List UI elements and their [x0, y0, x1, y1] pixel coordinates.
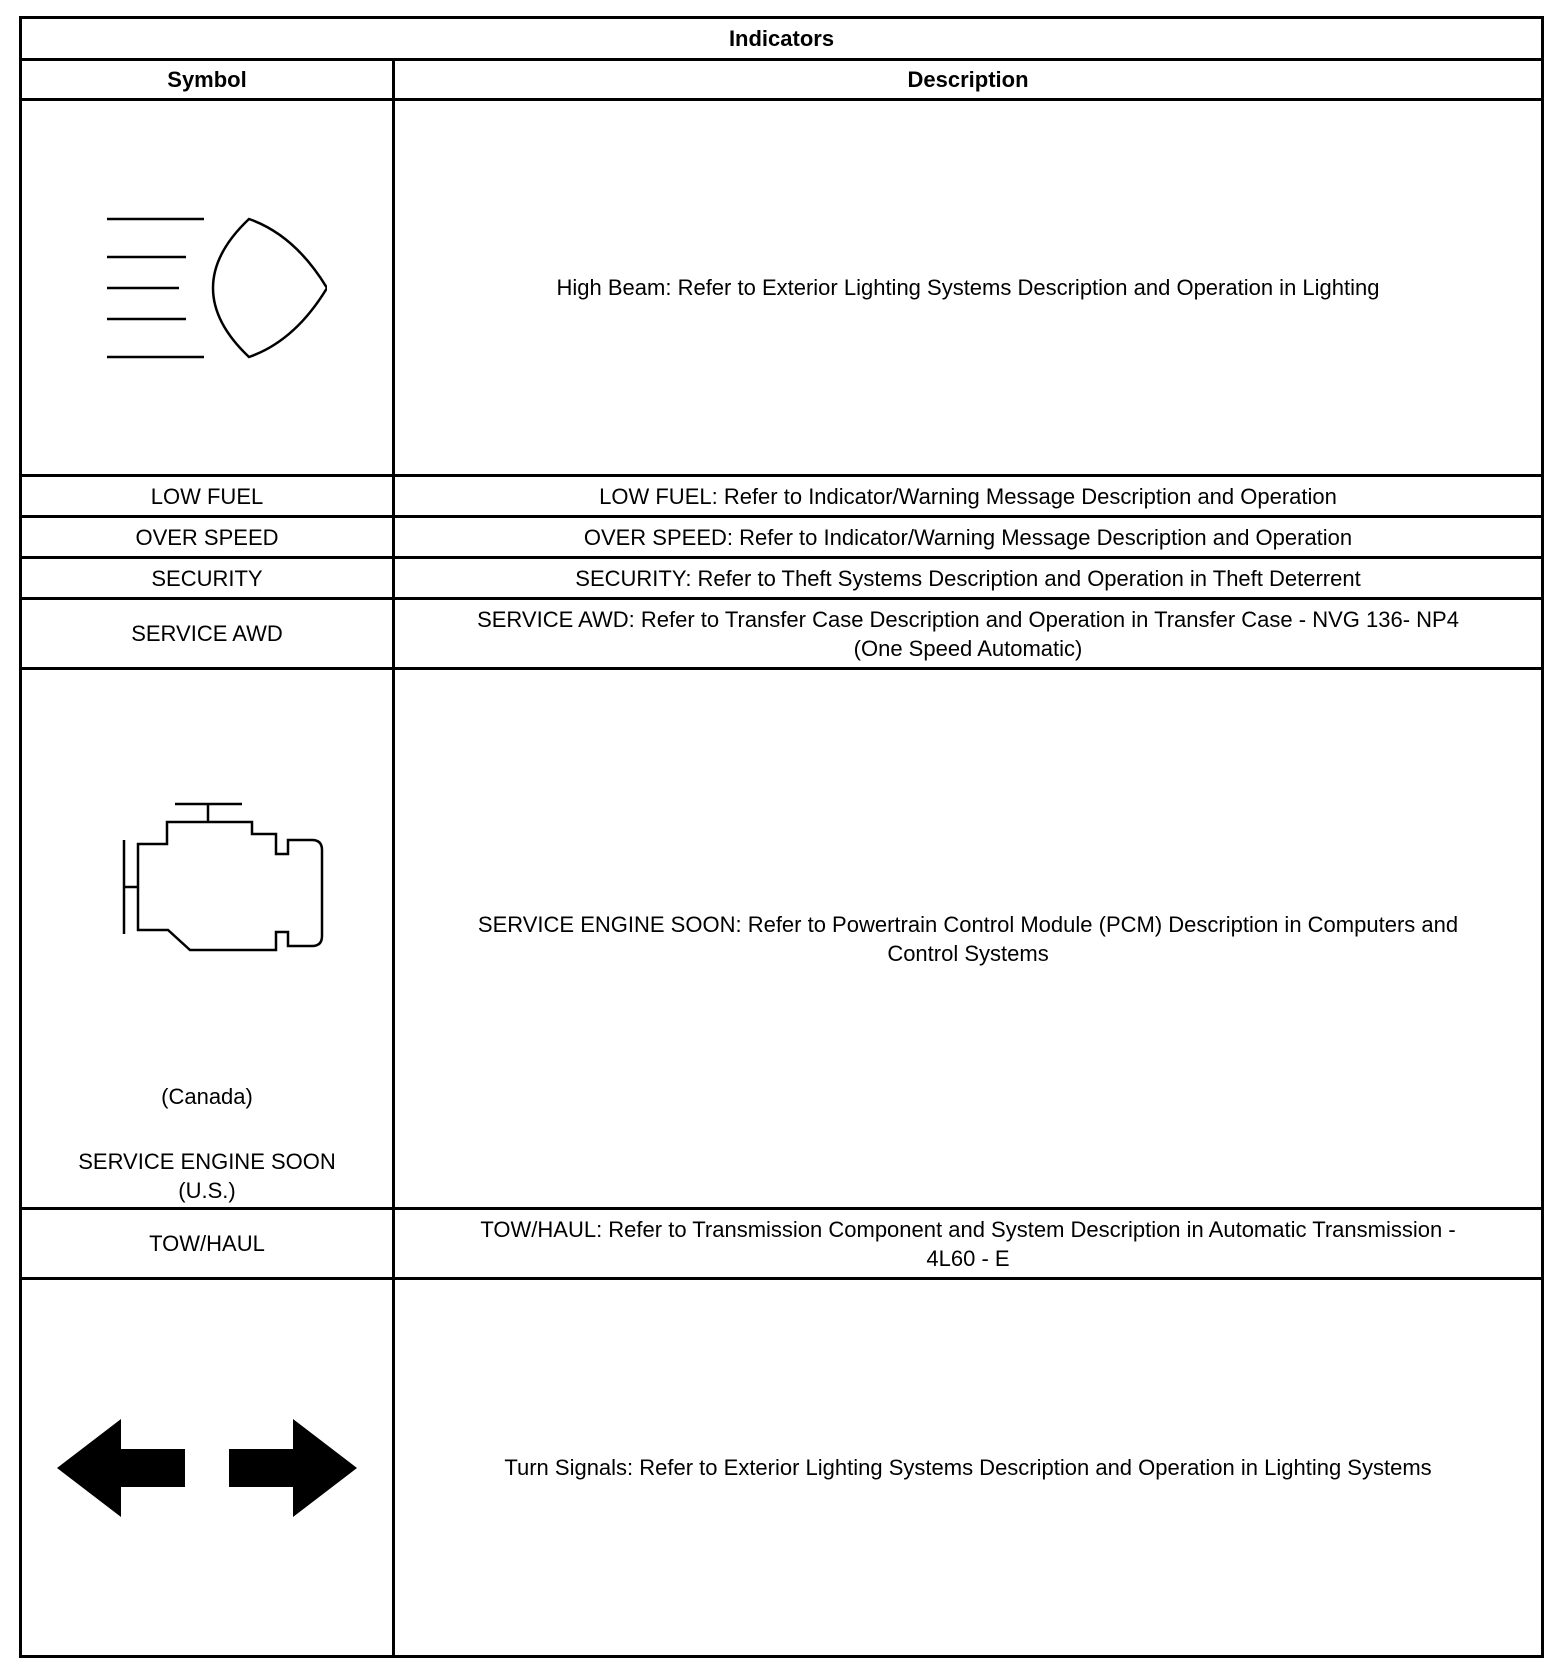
table-row: [21, 558, 1543, 599]
symbol-cell: LOW FUEL: [21, 476, 394, 517]
us-label-line: SERVICE ENGINE SOON: [78, 1148, 336, 1174]
turn-signals-icon: [57, 1418, 357, 1518]
table-row: [21, 100, 1543, 476]
left-arrow-icon: [57, 1419, 185, 1517]
symbol-cell: [21, 669, 394, 1209]
description-line: SERVICE AWD: Refer to Transfer Case Description and Operation in Transfer Case - NVG 136- NP4: [477, 606, 1459, 632]
description-line: 4L60 - E: [926, 1245, 1010, 1271]
description-cell: SECURITY: Refer to Theft Systems Description and Operation in Theft Deterrent: [394, 558, 1543, 599]
description-line: (One Speed Automatic): [853, 635, 1083, 661]
table-row: [21, 517, 1543, 558]
symbol-column-header: Symbol: [21, 60, 394, 100]
symbol-cell: [21, 1279, 394, 1657]
high-beam-icon: [87, 213, 327, 363]
description-cell: [394, 669, 1543, 1209]
description-cell: High Beam: Refer to Exterior Lighting Systems Description and Operation in Lighting: [394, 100, 1543, 476]
canada-label: (Canada): [161, 1083, 253, 1109]
us-label-line: (U.S.): [178, 1177, 236, 1203]
description-cell: [394, 599, 1543, 669]
symbol-cell: SECURITY: [21, 558, 394, 599]
symbol-cell: TOW/HAUL: [21, 1209, 394, 1279]
symbol-cell: SERVICE AWD: [21, 599, 394, 669]
symbol-cell: OVER SPEED: [21, 517, 394, 558]
table-row: [21, 599, 1543, 669]
description-cell: [394, 1209, 1543, 1279]
table-row: [21, 1209, 1543, 1279]
description-column-header: Description: [394, 60, 1543, 100]
engine-symbol-wrap: [28, 672, 386, 1206]
description-cell: OVER SPEED: Refer to Indicator/Warning Message Description and Operation: [394, 517, 1543, 558]
table-row: [21, 669, 1543, 1209]
description-line: TOW/HAUL: Refer to Transmission Component and System Description in Automatic Transmission -: [480, 1216, 1456, 1242]
description-line: SERVICE ENGINE SOON: Refer to Powertrain Control Module (PCM) Description in Computers and: [477, 911, 1459, 937]
indicators-table: [19, 16, 1544, 1658]
description-line: Control Systems: [887, 940, 1049, 966]
table-title: Indicators: [21, 18, 1543, 60]
engine-icon: [108, 802, 333, 952]
us-label: [28, 1147, 386, 1205]
table-row: [21, 476, 1543, 517]
description-cell: LOW FUEL: Refer to Indicator/Warning Message Description and Operation: [394, 476, 1543, 517]
symbol-cell: [21, 100, 394, 476]
description-cell: Turn Signals: Refer to Exterior Lighting Systems Description and Operation in Lighting Systems: [394, 1279, 1543, 1657]
table-row: [21, 1279, 1543, 1657]
right-arrow-icon: [229, 1419, 357, 1517]
